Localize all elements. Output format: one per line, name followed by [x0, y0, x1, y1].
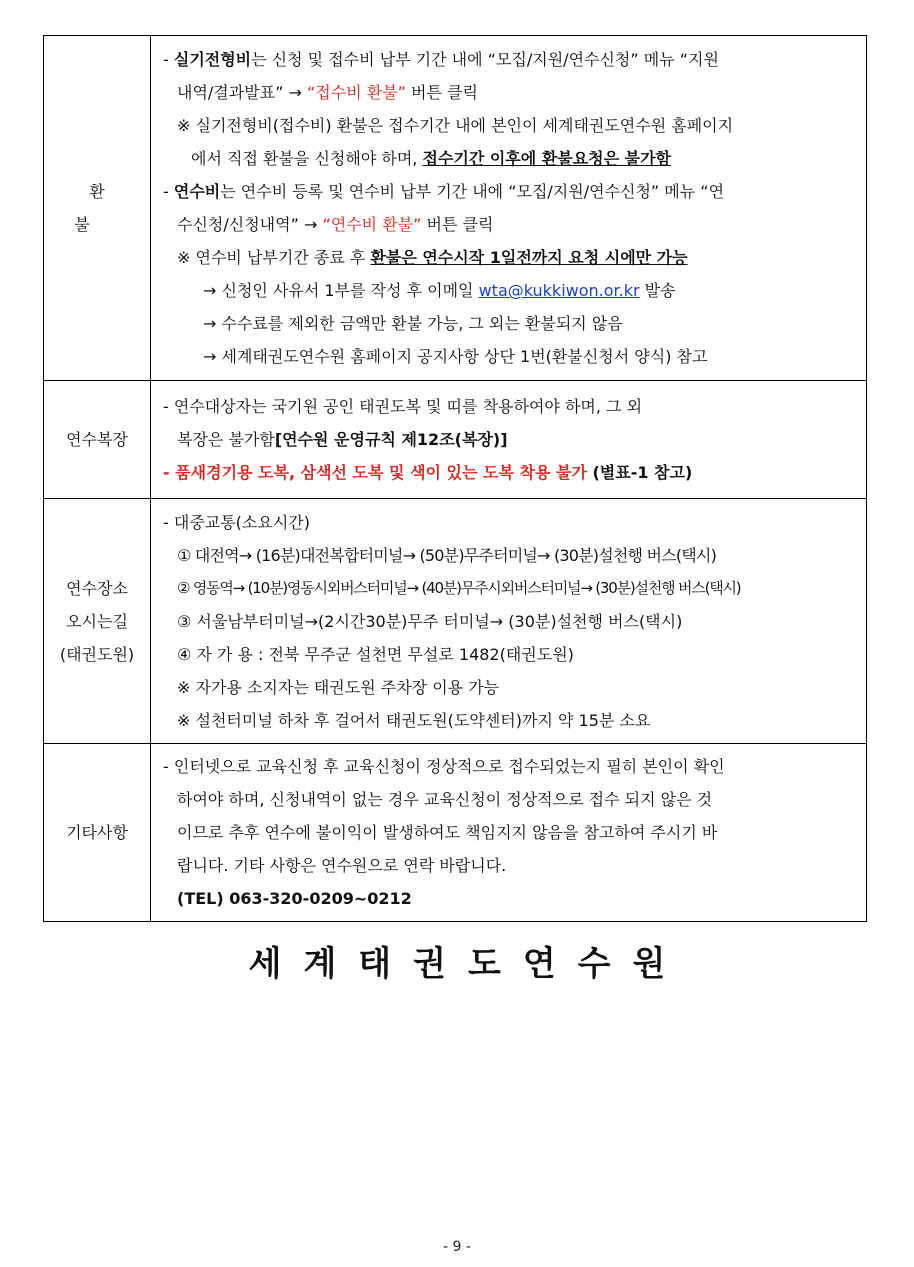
label-directions-2: 오시는길: [66, 611, 128, 631]
row-directions: [44, 499, 867, 744]
dash: -: [163, 50, 174, 69]
other-line-1: - 인터넷으로 교육신청 후 교육신청이 정상적으로 접수되었는지 필히 본인이 확인: [163, 757, 725, 776]
label-other: 기타사항: [44, 744, 151, 922]
row-other: [44, 744, 867, 922]
training-fee-refund-button-name: “연수비 환불”: [322, 215, 422, 234]
text: 는 연수비 등록 및 연수비 납부 기간 내에 “모집/지원/연수신청” 메뉴 “연: [220, 182, 725, 201]
text: 버튼 클릭: [405, 83, 478, 102]
refund-line-4: [163, 142, 858, 175]
regulation-reference: [연수원 운영규칙 제12조(복장)]: [274, 430, 508, 449]
text: 에서 직접 환불을 신청해야 하며,: [191, 149, 423, 168]
directions-route-2: ② 영동역→ (10분)영동시외버스터미널→ (40분)무주시외버스터미널→ (30분)설천행 버스(택시): [177, 578, 741, 597]
exam-fee-term: 실기전형비: [173, 50, 252, 69]
directions-route-3: ③ 서울남부터미널→(2시간30분)무주 터미널→ (30분)설천행 버스(택시): [177, 611, 683, 631]
org-title: 세계태권도연수원: [248, 944, 688, 984]
training-fee-term: 연수비: [173, 182, 221, 201]
row-refund: [44, 36, 867, 381]
label-refund-text: 환 불: [74, 182, 135, 234]
text: 버튼 클릭: [421, 215, 494, 234]
info-table: [43, 35, 867, 922]
directions-line-1: - 대중교통(소요시간): [163, 512, 310, 532]
text: ※ 연수비 납부기간 종료 후: [177, 248, 371, 267]
other-line-3: 이므로 추후 연수에 불이익이 발생하여도 책임지지 않음을 참고하여 주시기 바: [177, 823, 718, 842]
label-directions: [44, 499, 151, 744]
text: 내역/결과발표” →: [177, 83, 307, 102]
uniform-line-2: [163, 423, 858, 456]
contact-phone: (TEL) 063-320-0209~0212: [177, 889, 412, 908]
refund-line-10: → 세계태권도연수원 홈페이지 공지사항 상단 1번(환불신청서 양식) 참고: [203, 347, 708, 366]
text: → 신청인 사유서 1부를 작성 후 이메일: [203, 281, 479, 300]
label-uniform: 연수복장: [44, 381, 151, 499]
directions-route-4: ④ 자 가 용 : 전북 무주군 설천면 무설로 1482(태권도원): [177, 644, 574, 664]
refund-line-8: [163, 274, 858, 307]
directions-route-1: ① 대전역→ (16분)대전복합터미널→ (50분)무주터미널→ (30분)설천행 버스(택시): [177, 545, 717, 565]
uniform-line-3: [163, 456, 858, 489]
uniform-line-1: - 연수대상자는 국기원 공인 태권도복 및 띠를 착용하여야 하며, 그 외: [163, 397, 643, 416]
refund-condition-notice: 환불은 연수시작 1일전까지 요청 시에만 가능: [370, 248, 688, 267]
label-directions-3: (태권도원): [59, 644, 135, 664]
content-other: [151, 744, 867, 922]
prohibited-uniform-notice: - 품새경기용 도복, 삼색선 도복 및 색이 있는 도복 착용 불가: [163, 463, 587, 482]
refund-line-7: [163, 241, 858, 274]
exam-fee-refund-button-name: “접수비 환불”: [307, 83, 406, 102]
content-refund: [151, 36, 867, 381]
text: 발송: [639, 281, 676, 300]
refund-line-1: [163, 43, 858, 76]
refund-line-9: → 수수료를 제외한 금액만 환불 가능, 그 외는 환불되지 않음: [203, 314, 623, 333]
directions-line-6: ※ 자가용 소지자는 태권도원 주차장 이용 가능: [177, 677, 500, 697]
refund-line-3: ※ 실기전형비(접수비) 환불은 접수기간 내에 본인이 세계태권도연수원 홈페이지: [177, 116, 734, 135]
directions-line-7: ※ 설천터미널 하차 후 걸어서 태권도원(도약센터)까지 약 15분 소요: [177, 710, 651, 730]
text: 복장은 불가함: [177, 430, 275, 449]
refund-line-2: [163, 76, 858, 109]
label-directions-1: 연수장소: [66, 578, 128, 598]
text: 수신청/신청내역” →: [177, 215, 323, 234]
content-directions: [151, 499, 867, 744]
other-line-4: 랍니다. 기타 사항은 연수원으로 연락 바랍니다.: [177, 856, 507, 875]
content-uniform: [151, 381, 867, 499]
row-uniform: [44, 381, 867, 499]
refund-line-6: [163, 208, 858, 241]
page-number: - 9 -: [443, 1239, 471, 1255]
email-link[interactable]: wta@kukkiwon.or.kr: [478, 281, 640, 300]
label-refund: [44, 36, 151, 381]
dash: -: [163, 182, 174, 201]
refund-line-5: [163, 175, 858, 208]
text: 는 신청 및 접수비 납부 기간 내에 “모집/지원/연수신청” 메뉴 “지원: [251, 50, 719, 69]
refund-deadline-notice: 접수기간 이후에 환불요청은 불가함: [422, 149, 672, 168]
other-line-2: 하여야 하며, 신청내역이 없는 경우 교육신청이 정상적으로 접수 되지 않은 것: [177, 790, 713, 809]
appendix-reference: (별표-1 참고): [586, 463, 693, 482]
